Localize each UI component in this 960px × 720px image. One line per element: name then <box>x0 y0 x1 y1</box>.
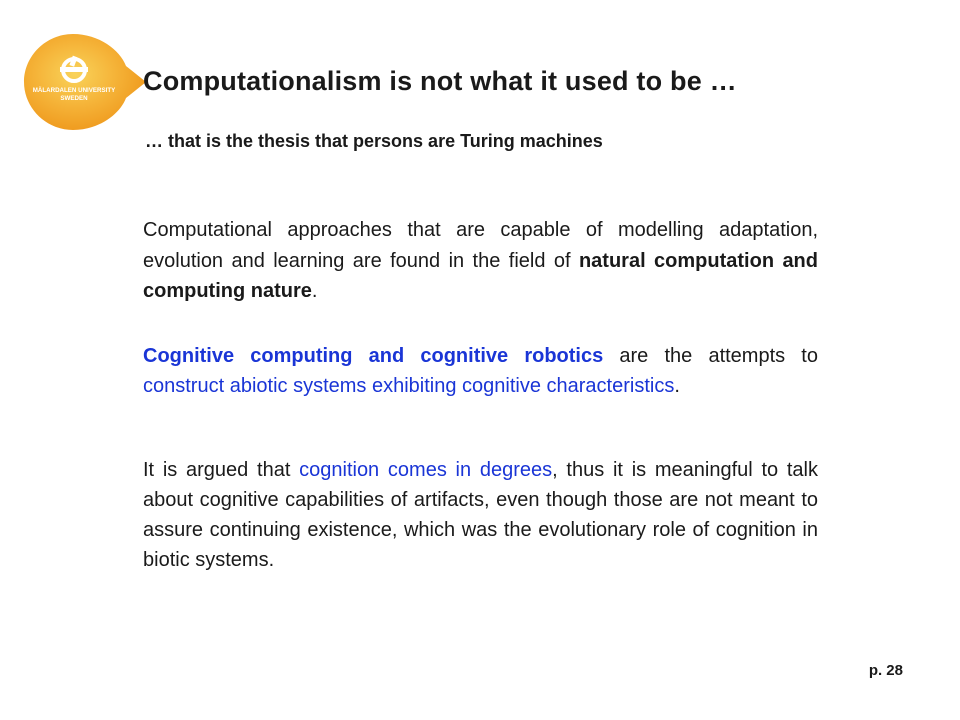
p3-text-1: It is argued that <box>143 459 300 481</box>
p3-blue-phrase: cognition comes in degrees <box>299 459 553 481</box>
p1-text-3: . <box>311 280 318 302</box>
slide-title: Computationalism is not what it used to be … <box>143 66 737 96</box>
paragraph-natural-computation <box>143 215 818 306</box>
p2-blue-phrase: construct abiotic systems exhibiting cognitive characteristics <box>143 375 675 397</box>
university-logo <box>22 32 148 132</box>
paragraph-cognition-degrees <box>143 455 818 575</box>
paragraph-cognitive-computing <box>143 341 818 401</box>
p2-text-1: are the attempts to <box>603 345 818 367</box>
p2-text-2: . <box>674 375 680 397</box>
p2-bold-term: Cognitive computing and cognitive robotics <box>143 345 604 367</box>
page-number: p. 28 <box>868 662 903 679</box>
p3-text-2: , thus it is meaningful to talk about cognitive capabilities of artifacts, even though those are not meant to assure continuing existence, which was the evolutionary role of cognition in biotic systems. <box>143 459 818 571</box>
p1-text-1: Computational approaches that are capable of <box>143 219 618 241</box>
p1-bold-term: natural computation and computing nature <box>143 250 818 302</box>
p1-text-2: modelling adaptation, evolution and learning are found in the field of <box>143 219 818 272</box>
logo-text-line1: MÄLARDALEN UNIVERSITY <box>32 87 116 94</box>
logo-text-line2: SWEDEN <box>60 95 88 102</box>
slide-subtitle: … that is the thesis that persons are Turing machines <box>145 131 603 151</box>
